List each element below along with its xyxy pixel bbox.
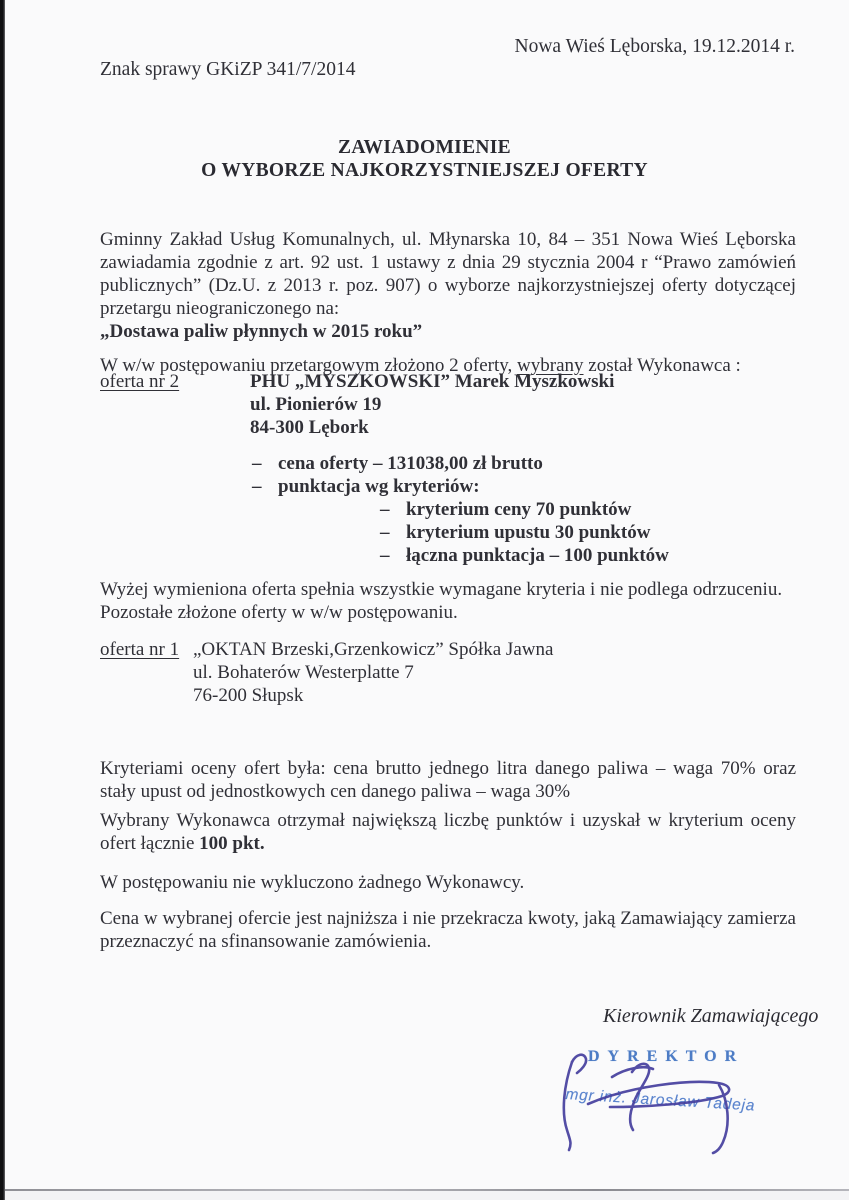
list-item — [252, 452, 812, 475]
offer-2-company-name: PHU „MYSZKOWSKI” Marek Myszkowski — [250, 371, 615, 392]
offer-2-label: oferta nr 2 — [100, 371, 180, 392]
selection-suffix: został Wykonawca : — [583, 355, 741, 376]
document-title-line2: O WYBORZE NAJKORZYSTNIEJSZEJ OFERTY — [201, 160, 648, 181]
points-total-bold: 100 pkt. — [199, 833, 265, 854]
scan-bottom-edge-area — [5, 1191, 849, 1200]
handwritten-signature — [550, 1050, 750, 1160]
case-number: Znak sprawy GKiZP 341/7/2014 — [100, 59, 356, 80]
dash-bullet: – — [380, 522, 390, 543]
offer-1-company — [193, 638, 553, 707]
document-title — [0, 136, 849, 182]
intro-regular-text: Gminny Zakład Usług Komunalnych, ul. Młynarska 10, 84 – 351 Nowa Wieś Lęborska zawiadamia zgodnie z art. 92 ust. 1 ustawy z dnia 29 stycznia 2004 r “Prawo zamówień publicznych” (Dz.U. z 2013 r. poz. 907) o wyborze najkorzystniejszej oferty dotyczącej przetargu nieograniczonego na: — [100, 229, 796, 319]
exclusion-paragraph: W postępowaniu nie wykluczono żadnego Wykonawcy. — [100, 872, 525, 893]
date-line: Nowa Wieś Lęborska, 19.12.2014 r. — [514, 36, 795, 57]
price-paragraph: Cena w wybranej ofercie jest najniższa i nie przekracza kwoty, jaką Zamawiający zamierza przeznaczyć na sfinansowanie zamówienia. — [100, 908, 796, 952]
dash-bullet: – — [380, 499, 390, 520]
director-stamp-name: mgr inż. Jarosław Tadeja — [564, 1086, 756, 1115]
offer-price-item: cena oferty – 131038,00 zł brutto — [278, 453, 543, 474]
list-item — [380, 521, 812, 544]
criteria-paragraph: Kryteriami oceny ofert była: cena brutto jednego litra danego paliwa – waga 70% oraz stały upust od jednostkowych cen danego paliwa – waga 30% — [100, 758, 796, 802]
offer-1-address-line1: ul. Bohaterów Westerplatte 7 — [193, 662, 414, 683]
compliance-line1: Wyżej wymieniona oferta spełnia wszystkie wymagane kryteria i nie podlega odrzuceniu. — [100, 579, 783, 600]
scoring-sublist — [380, 498, 812, 567]
signatory-role: Kierownik Zamawiającego — [603, 1005, 819, 1027]
price-criterion-points: kryterium ceny 70 punktów — [406, 499, 632, 520]
director-stamp-title: DYREKTOR — [588, 1048, 745, 1065]
total-points: łączna punktacja – 100 punktów — [406, 545, 669, 566]
offer-1-block — [100, 638, 820, 707]
offer-2-criteria-list — [252, 452, 812, 567]
compliance-paragraph — [100, 578, 820, 624]
document-title-line1: ZAWIADOMIENIE — [338, 137, 511, 158]
offer-1-company-name: „OKTAN Brzeski,Grzenkowicz” Spółka Jawna — [193, 639, 554, 660]
selection-underlined-word: wybrany — [517, 355, 584, 376]
offer-1-address-line2: 76-200 Słupsk — [193, 685, 304, 706]
offer-1-label: oferta nr 1 — [100, 639, 180, 660]
signature-left-stroke — [564, 1062, 572, 1150]
list-item — [252, 475, 812, 498]
dash-bullet: – — [252, 453, 262, 474]
signature-left-hook — [572, 1055, 586, 1073]
intro-paragraph — [100, 228, 796, 343]
signature-sweep — [588, 1082, 729, 1107]
selection-prefix: W w/w postępowaniu przetargowym złożono 2 oferty, — [100, 355, 518, 376]
points-paragraph — [100, 809, 796, 855]
signature-middle-loop — [630, 1064, 649, 1130]
dash-bullet: – — [380, 545, 390, 566]
list-item — [380, 498, 812, 521]
offer-2-company — [250, 370, 614, 439]
scoring-item: punktacja wg kryteriów: — [278, 476, 480, 497]
dash-bullet: – — [252, 476, 262, 497]
offer-2-address-line2: 84-300 Lębork — [250, 417, 369, 438]
offer-2-address-line1: ul. Pionierów 19 — [250, 394, 382, 415]
points-regular-text: Wybrany Wykonawca otrzymał największą liczbę punktów i uzyskał w kryterium oceny ofert łącznie — [100, 810, 796, 854]
list-item — [380, 544, 812, 567]
contract-name: „Dostawa paliw płynnych w 2015 roku” — [100, 321, 423, 342]
compliance-line2: Pozostałe złożone oferty w w/w postępowaniu. — [100, 602, 458, 623]
offer-2-block — [100, 370, 820, 439]
discount-criterion-points: kryterium upustu 30 punktów — [406, 522, 651, 543]
